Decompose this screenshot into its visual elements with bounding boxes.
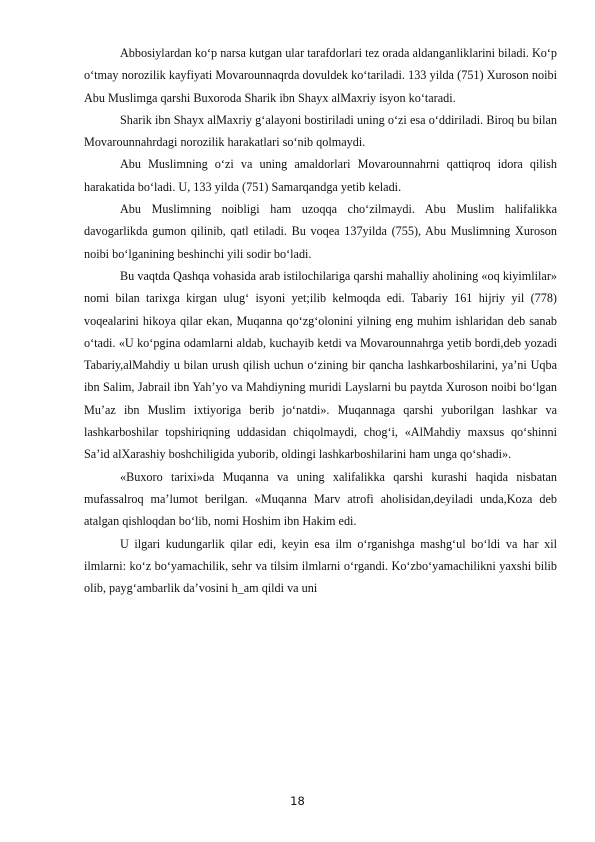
paragraph: Abu Muslimning o‘zi va uning amaldorlari Movarounnahrni qattiqroq idora qilish harakatida bo‘ladi. U, 133 yilda (751) Samarqandga yetib keladi. [84,157,557,194]
paragraph: Abu Muslimning noibligi ham uzoqqa cho‘zilmaydi. Abu Muslim halifalikka davogarlikda gumon qilinib, qatl etiladi. Bu voqea 137yilda (755), Abu Muslimning Xuroson noibi bo‘lganining beshinchi yili sodir bo‘ladi. [84,202,557,261]
paragraph: Abbosiylardan ko‘p narsa kutgan ular tarafdorlari tez orada aldanganliklarini biladi. Ko‘p o‘tmay norozilik kayfiyati Movarounnaqrda dovuldek ko‘tariladi. 133 yilda (751) Xuroson noibi Abu Muslimga qarshi Buxoroda Sharik ibn Shayx alMaxriy isyon ko‘taradi. [84,46,557,105]
document-body [84,42,557,599]
paragraph: Sharik ibn Shayx alMaxriy g‘alayoni bostiriladi uning o‘zi esa o‘ddiriladi. Biroq bu bilan Movarounnahrdagi norozilik harakatlari so‘nib qolmaydi. [84,112,557,150]
paragraph: U ilgari kudungarlik qilar edi, keyin esa ilm o‘rganishga mashg‘ul bo‘ldi va har xil ilmlarni: ko‘z bo‘yamachilik, sehr va tilsim ilmlarni o‘rgandi. Ko‘zbo‘yamachilikni yaxshi bilib olib, payg‘ambarlik da’vosini h_am qildi va uni [84,536,557,596]
paragraph: Bu vaqtda Qashqa vohasida arab istilochilariga qarshi mahalliy aholining «oq kiyimlilar» nomi bilan tarixga kirgan ulug‘ isyoni yet;ilib kelmoqda edi. Tabariy 161 hijriy yil (778) voqealarini hikoya qilar ekan, Muqanna qo‘zg‘olonini yilning eng muhim ishlaridan deb sanab o‘tadi. «U ko‘pgina odamlarni aldab, kuchayib ketdi va Movarounnahrga yetib bordi,deb yozadi Tabariy,alMahdiy u bilan urush qilish uchun o‘zining bir qancha lashkarboshilarini, ya’ni Uqba ibn Salim, Jabrail ibn Yah’yo va Mahdiyning muridi Layslarni bu paytda Xuroson noibi bo‘lgan Mu’az ibn Muslim ixtiyoriga berib jo‘natdi». Muqannaga qarshi yuborilgan lashkar va lashkarboshilar topshiriqning uddasidan chiqolmaydi, chog‘i, «AlMahdiy maxsus qo‘shinni Sa’id alXarashiy boshchiligida yuborib, oldingi lashkarboshilarini ham unga qo‘shadi». [84,268,557,462]
page-number: 18 [290,794,305,808]
paragraph: «Buxoro tarixi»da Muqanna va uning xalifalikka qarshi kurashi haqida nisbatan mufassalroq ma’lumot berilgan. «Muqanna Marv atrofi aholisidan,deyiladi unda,Koza deb atalgan qishloqdan bo‘lib, nomi Hoshim ibn Hakim edi. [84,469,557,529]
